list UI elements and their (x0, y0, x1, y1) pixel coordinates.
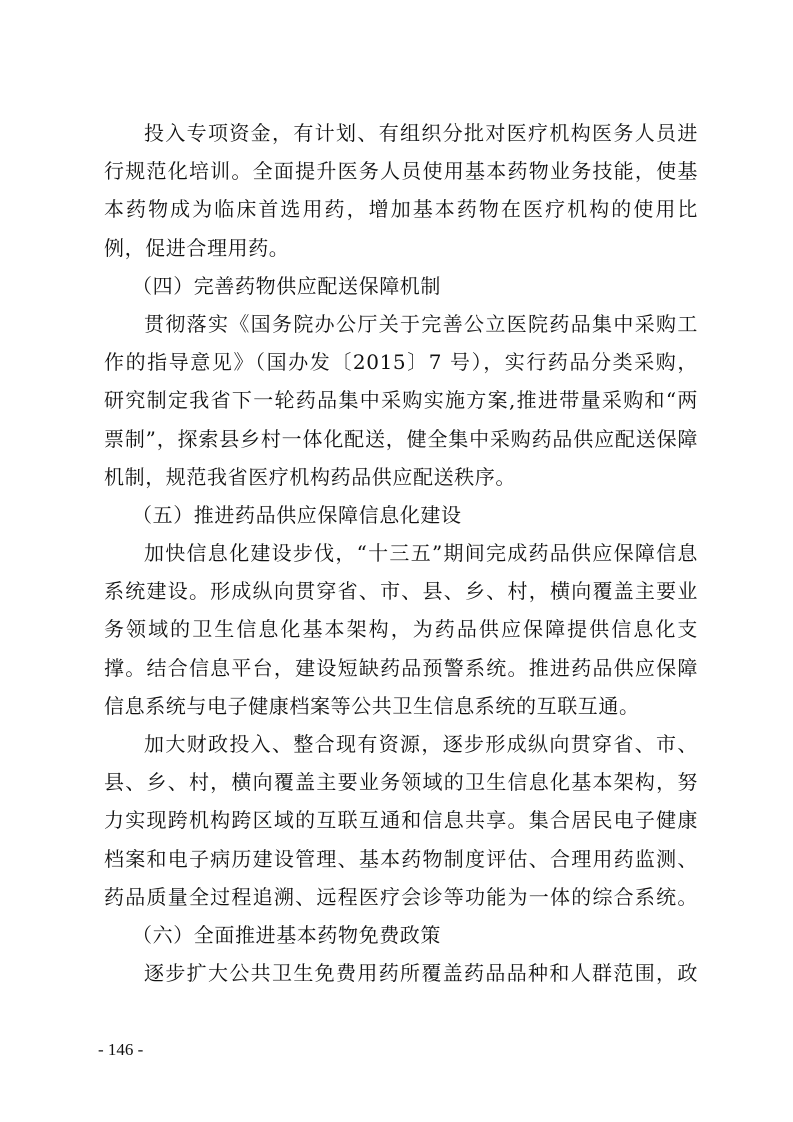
text-line: 机制，规范我省医疗机构药品供应配送秩序。 (104, 464, 516, 489)
text-line: 研究制定我省下一轮药品集中采购实施方案,推进带量采购和“两 (104, 388, 698, 413)
text-line: 加快信息化建设步伐，“十三五”期间完成药品供应保障信息 (144, 541, 698, 566)
text-line: 投入专项资金，有计划、有组织分批对医疗机构医务人员进 (144, 121, 698, 145)
text-line: 信息系统与电子健康档案等公共卫生信息系统的互联互通。 (104, 693, 640, 718)
text-line: 档案和电子病历建设管理、基本药物制度评估、合理用药监测、 (104, 846, 698, 871)
text-line: 行规范化培训。全面提升医务人员使用基本药物业务技能，使基 (104, 159, 698, 184)
text-line: 力实现跨机构跨区域的互联互通和信息共享。集合居民电子健康 (104, 808, 698, 833)
text-line: 逐步扩大公共卫生免费用药所覆盖药品品种和人群范围，政 (144, 961, 698, 986)
text-line: 本药物成为临床首选用药，增加基本药物在医疗机构的使用比 (104, 197, 698, 222)
text-line: 县、乡、村，横向覆盖主要业务领域的卫生信息化基本架构，努 (104, 770, 698, 795)
page-number: - 146 - (98, 1040, 144, 1059)
text-line: 加大财政投入、整合现有资源，逐步形成纵向贯穿省、市、 (144, 732, 698, 756)
section-heading: （六）全面推进基本药物免费政策 (132, 922, 441, 947)
text-line: 系统建设。形成纵向贯穿省、市、县、乡、村，横向覆盖主要业 (104, 579, 698, 604)
body-text (104, 114, 698, 992)
section-heading: （五）推进药品供应保障信息化建设 (132, 502, 462, 527)
text-line: 撑。结合信息平台，建设短缺药品预警系统。推进药品供应保障 (104, 655, 698, 680)
text-line: 药品质量全过程追溯、远程医疗会诊等功能为一体的综合系统。 (104, 884, 698, 909)
text-line: 务领域的卫生信息化基本架构，为药品供应保障提供信息化支 (104, 617, 698, 642)
text-line: 贯彻落实《国务院办公厅关于完善公立医院药品集中采购工 (144, 311, 698, 336)
text-line: 作的指导意见》（国办发〔2015〕7 号），实行药品分类采购， (104, 350, 698, 375)
text-line: 票制”，探索县乡村一体化配送，健全集中采购药品供应配送保障 (104, 426, 698, 451)
section-heading: （四）完善药物供应配送保障机制 (132, 273, 441, 298)
text-line: 例，促进合理用药。 (104, 235, 290, 260)
